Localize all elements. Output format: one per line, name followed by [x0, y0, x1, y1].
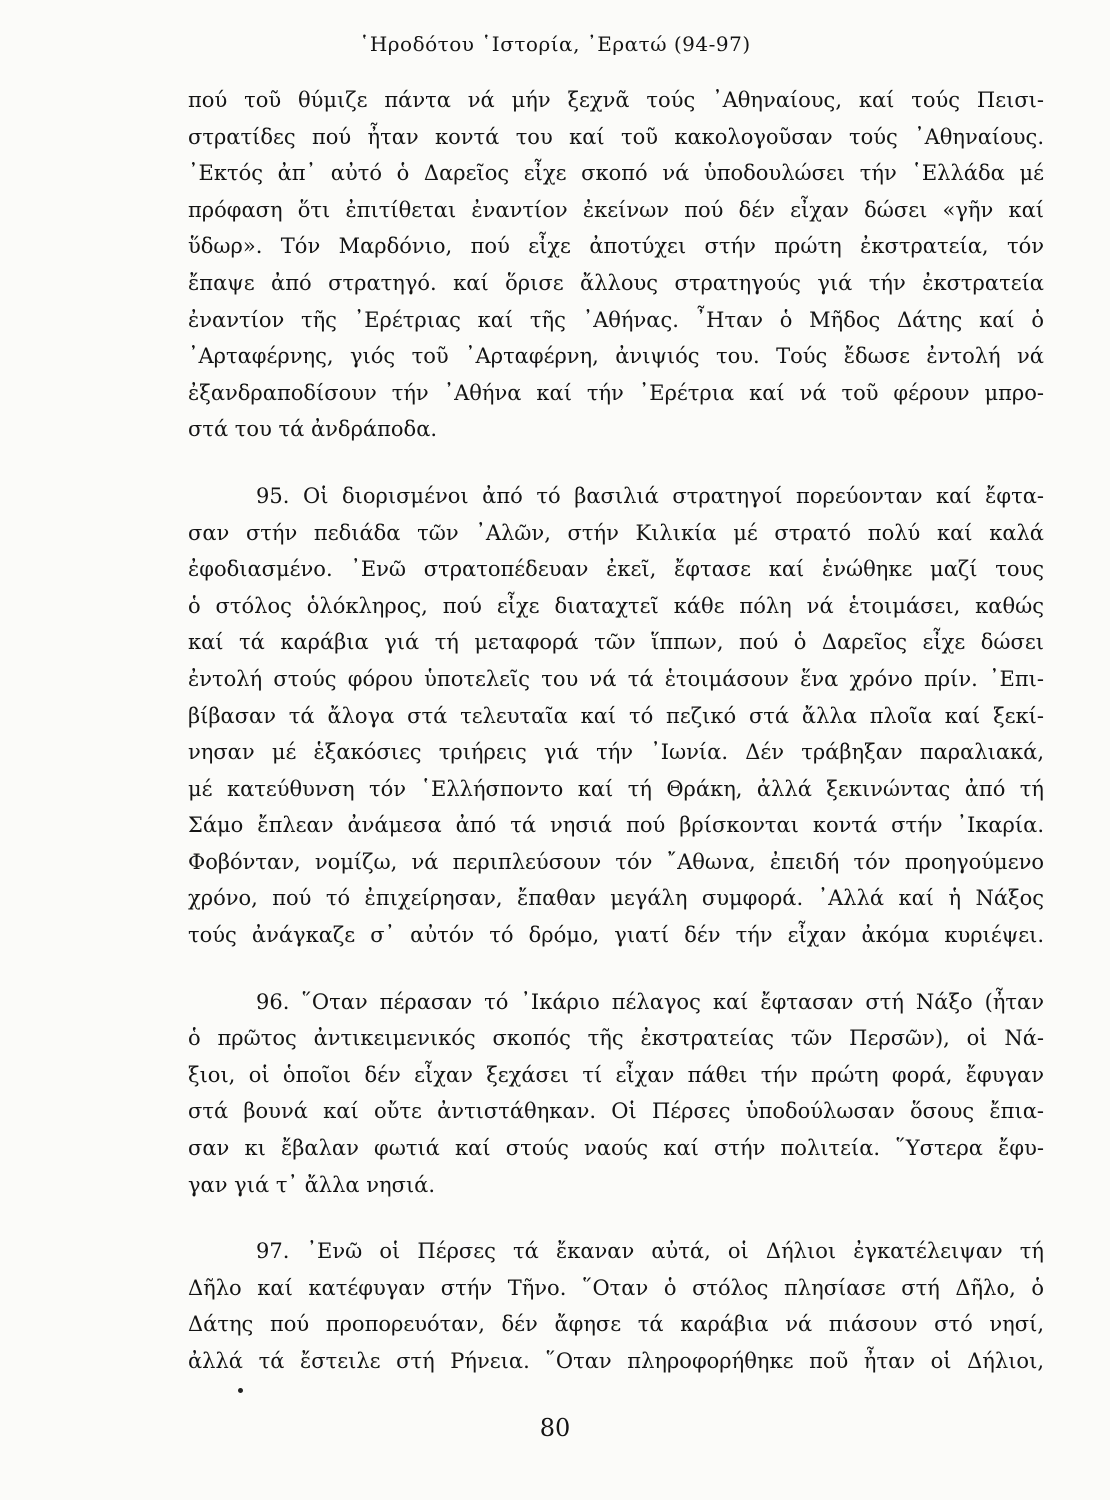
- text-line: ἐξανδραποδίσουν τήν ᾿Αθήνα καί τήν ᾿Ερέτρια καί νά τοῦ φέρουν μπρο-: [188, 380, 1044, 405]
- text-line-content: ᾿Ενῶ οἱ Πέρσες τά ἔκαναν αὐτά, οἱ Δήλιοι ἐγκατέλειψαν τή: [306, 1239, 1044, 1264]
- text-line: πρόφαση ὅτι ἐπιτίθεται ἐναντίον ἐκείνων πού δέν εἶχαν δώσει «γῆν καί: [188, 197, 1044, 222]
- ink-speck: [238, 1388, 243, 1393]
- text-line-first: [188, 984, 1044, 1021]
- text-block: [188, 82, 1044, 1380]
- text-line: σαν στήν πεδιάδα τῶν ᾿Αλῶν, στήν Κιλικία μέ στρατό πολύ καί καλά: [188, 520, 1044, 545]
- text-line: Φοβόνταν, νομίζω, νά περιπλεύσουν τόν ῎Αθωνα, ἐπειδή τόν προηγούμενο: [188, 849, 1044, 874]
- text-line-first: [188, 1233, 1044, 1270]
- text-line: στά του τά ἀνδράποδα.: [188, 417, 438, 442]
- text-line: ὕδωρ». Τόν Μαρδόνιο, πού εἶχε ἀποτύχει στήν πρώτη ἐκστρατεία, τόν: [188, 234, 1044, 259]
- text-line: Σάμο ἔπλεαν ἀνάμεσα ἀπό τά νησιά πού βρίσκονται κοντά στήν ᾿Ικαρία.: [188, 813, 1044, 838]
- text-line: χρόνο, πού τό ἐπιχείρησαν, ἔπαθαν μεγάλη συμφορά. ᾿Αλλά καί ἡ Νάξος: [188, 886, 1044, 911]
- text-line: ἀλλά τά ἔστειλε στή Ρήνεια. ῞Οταν πληροφορήθηκε ποῦ ἦταν οἱ Δήλιοι,: [188, 1349, 1044, 1373]
- section-number-96: 96.: [256, 989, 290, 1014]
- text-line: ᾿Εκτός ἀπ᾿ αὐτό ὁ Δαρεῖος εἶχε σκοπό νά ὑποδουλώσει τήν ῾Ελλάδα μέ: [188, 161, 1044, 186]
- text-line: μέ κατεύθυνση τόν ῾Ελλήσποντο καί τή Θράκη, ἀλλά ξεκινώντας ἀπό τή: [188, 776, 1044, 801]
- text-line: ᾿Αρταφέρνης, γιός τοῦ ᾿Αρταφέρνη, ἀνιψιός του. Τούς ἔδωσε ἐντολή νά: [188, 344, 1044, 369]
- text-line: ξιοι, οἱ ὁποῖοι δέν εἶχαν ξεχάσει τί εἶχαν πάθει τήν πρώτη φορά, ἔφυγαν: [188, 1062, 1044, 1087]
- paragraph-95: [188, 478, 1044, 954]
- paragraph-96: [188, 984, 1044, 1204]
- section-number-95: 95.: [256, 483, 290, 508]
- text-line: Δάτης πού προπορευόταν, δέν ἄφησε τά καράβια νά πιάσουν στό νησί,: [188, 1312, 1044, 1337]
- text-line: γαν γιά τ᾿ ἄλλα νησιά.: [188, 1172, 436, 1197]
- text-line: ἐφοδιασμένο. ᾿Ενῶ στρατοπέδευαν ἐκεῖ, ἔφτασε καί ἑνώθηκε μαζί τους: [188, 557, 1044, 582]
- paragraph-97: [188, 1233, 1044, 1379]
- text-line: καί τά καράβια γιά τή μεταφορά τῶν ἵππων, πού ὁ Δαρεῖος εἶχε δώσει: [188, 630, 1044, 655]
- text-line: ὁ πρῶτος ἀντικειμενικός σκοπός τῆς ἐκστρατείας τῶν Περσῶν), οἱ Νά-: [188, 1026, 1044, 1051]
- text-line: Δῆλο καί κατέφυγαν στήν Τῆνο. ῞Οταν ὁ στόλος πλησίασε στή Δῆλο, ὁ: [188, 1275, 1044, 1300]
- text-line: σαν κι ἔβαλαν φωτιά καί στούς ναούς καί στήν πολιτεία. ῞Υστερα ἔφυ-: [188, 1136, 1044, 1161]
- text-line: ἔπαψε ἀπό στρατηγό. καί ὅρισε ἄλλους στρατηγούς γιά τήν ἐκστρατεία: [188, 270, 1044, 295]
- text-line: στρατίδες πού ἦταν κοντά του καί τοῦ κακολογοῦσαν τούς ᾿Αθηναίους.: [188, 124, 1044, 149]
- page-number: 80: [539, 1414, 571, 1442]
- text-line-first: [188, 478, 1044, 515]
- text-line-content: ῞Οταν πέρασαν τό ᾿Ικάριο πέλαγος καί ἔφτασαν στή Νάξο (ἦταν: [301, 989, 1044, 1014]
- running-head: ῾Ηροδότου ῾Ιστορία, ᾿Ερατώ (94-97): [359, 32, 751, 56]
- text-line: ἐναντίον τῆς ᾿Ερέτριας καί τῆς ᾿Αθήνας. ῏Ηταν ὁ Μῆδος Δάτης καί ὁ: [188, 307, 1044, 332]
- text-line: νησαν μέ ἑξακόσιες τριήρεις γιά τήν ᾿Ιωνία. Δέν τράβηξαν παραλιακά,: [188, 740, 1044, 765]
- text-line: ἐντολή στούς φόρου ὑποτελεῖς του νά τά ἑτοιμάσουν ἕνα χρόνο πρίν. ᾿Επι-: [188, 666, 1044, 691]
- paragraph-intro: [188, 82, 1044, 448]
- text-line: ὁ στόλος ὁλόκληρος, πού εἶχε διαταχτεῖ κάθε πόλη νά ἑτοιμάσει, καθώς: [188, 593, 1044, 618]
- text-line-content: Οἱ διορισμένοι ἀπό τό βασιλιά στρατηγοί πορεύονταν καί ἔφτα-: [302, 483, 1044, 508]
- text-line: τούς ἀνάγκαζε σ᾿ αὐτόν τό δρόμο, γιατί δέν τήν εἶχαν ἀκόμα κυριέψει.: [188, 923, 1044, 948]
- text-line: πού τοῦ θύμιζε πάντα νά μήν ξεχνᾶ τούς ᾿Αθηναίους, καί τούς Πεισι-: [188, 88, 1044, 112]
- text-line: βίβασαν τά ἄλογα στά τελευταῖα καί τό πεζικό στά ἄλλα πλοῖα καί ξεκί-: [188, 703, 1044, 728]
- text-line: στά βουνά καί οὔτε ἀντιστάθηκαν. Οἱ Πέρσες ὑποδούλωσαν ὅσους ἔπια-: [188, 1099, 1044, 1124]
- section-number-97: 97.: [256, 1239, 290, 1264]
